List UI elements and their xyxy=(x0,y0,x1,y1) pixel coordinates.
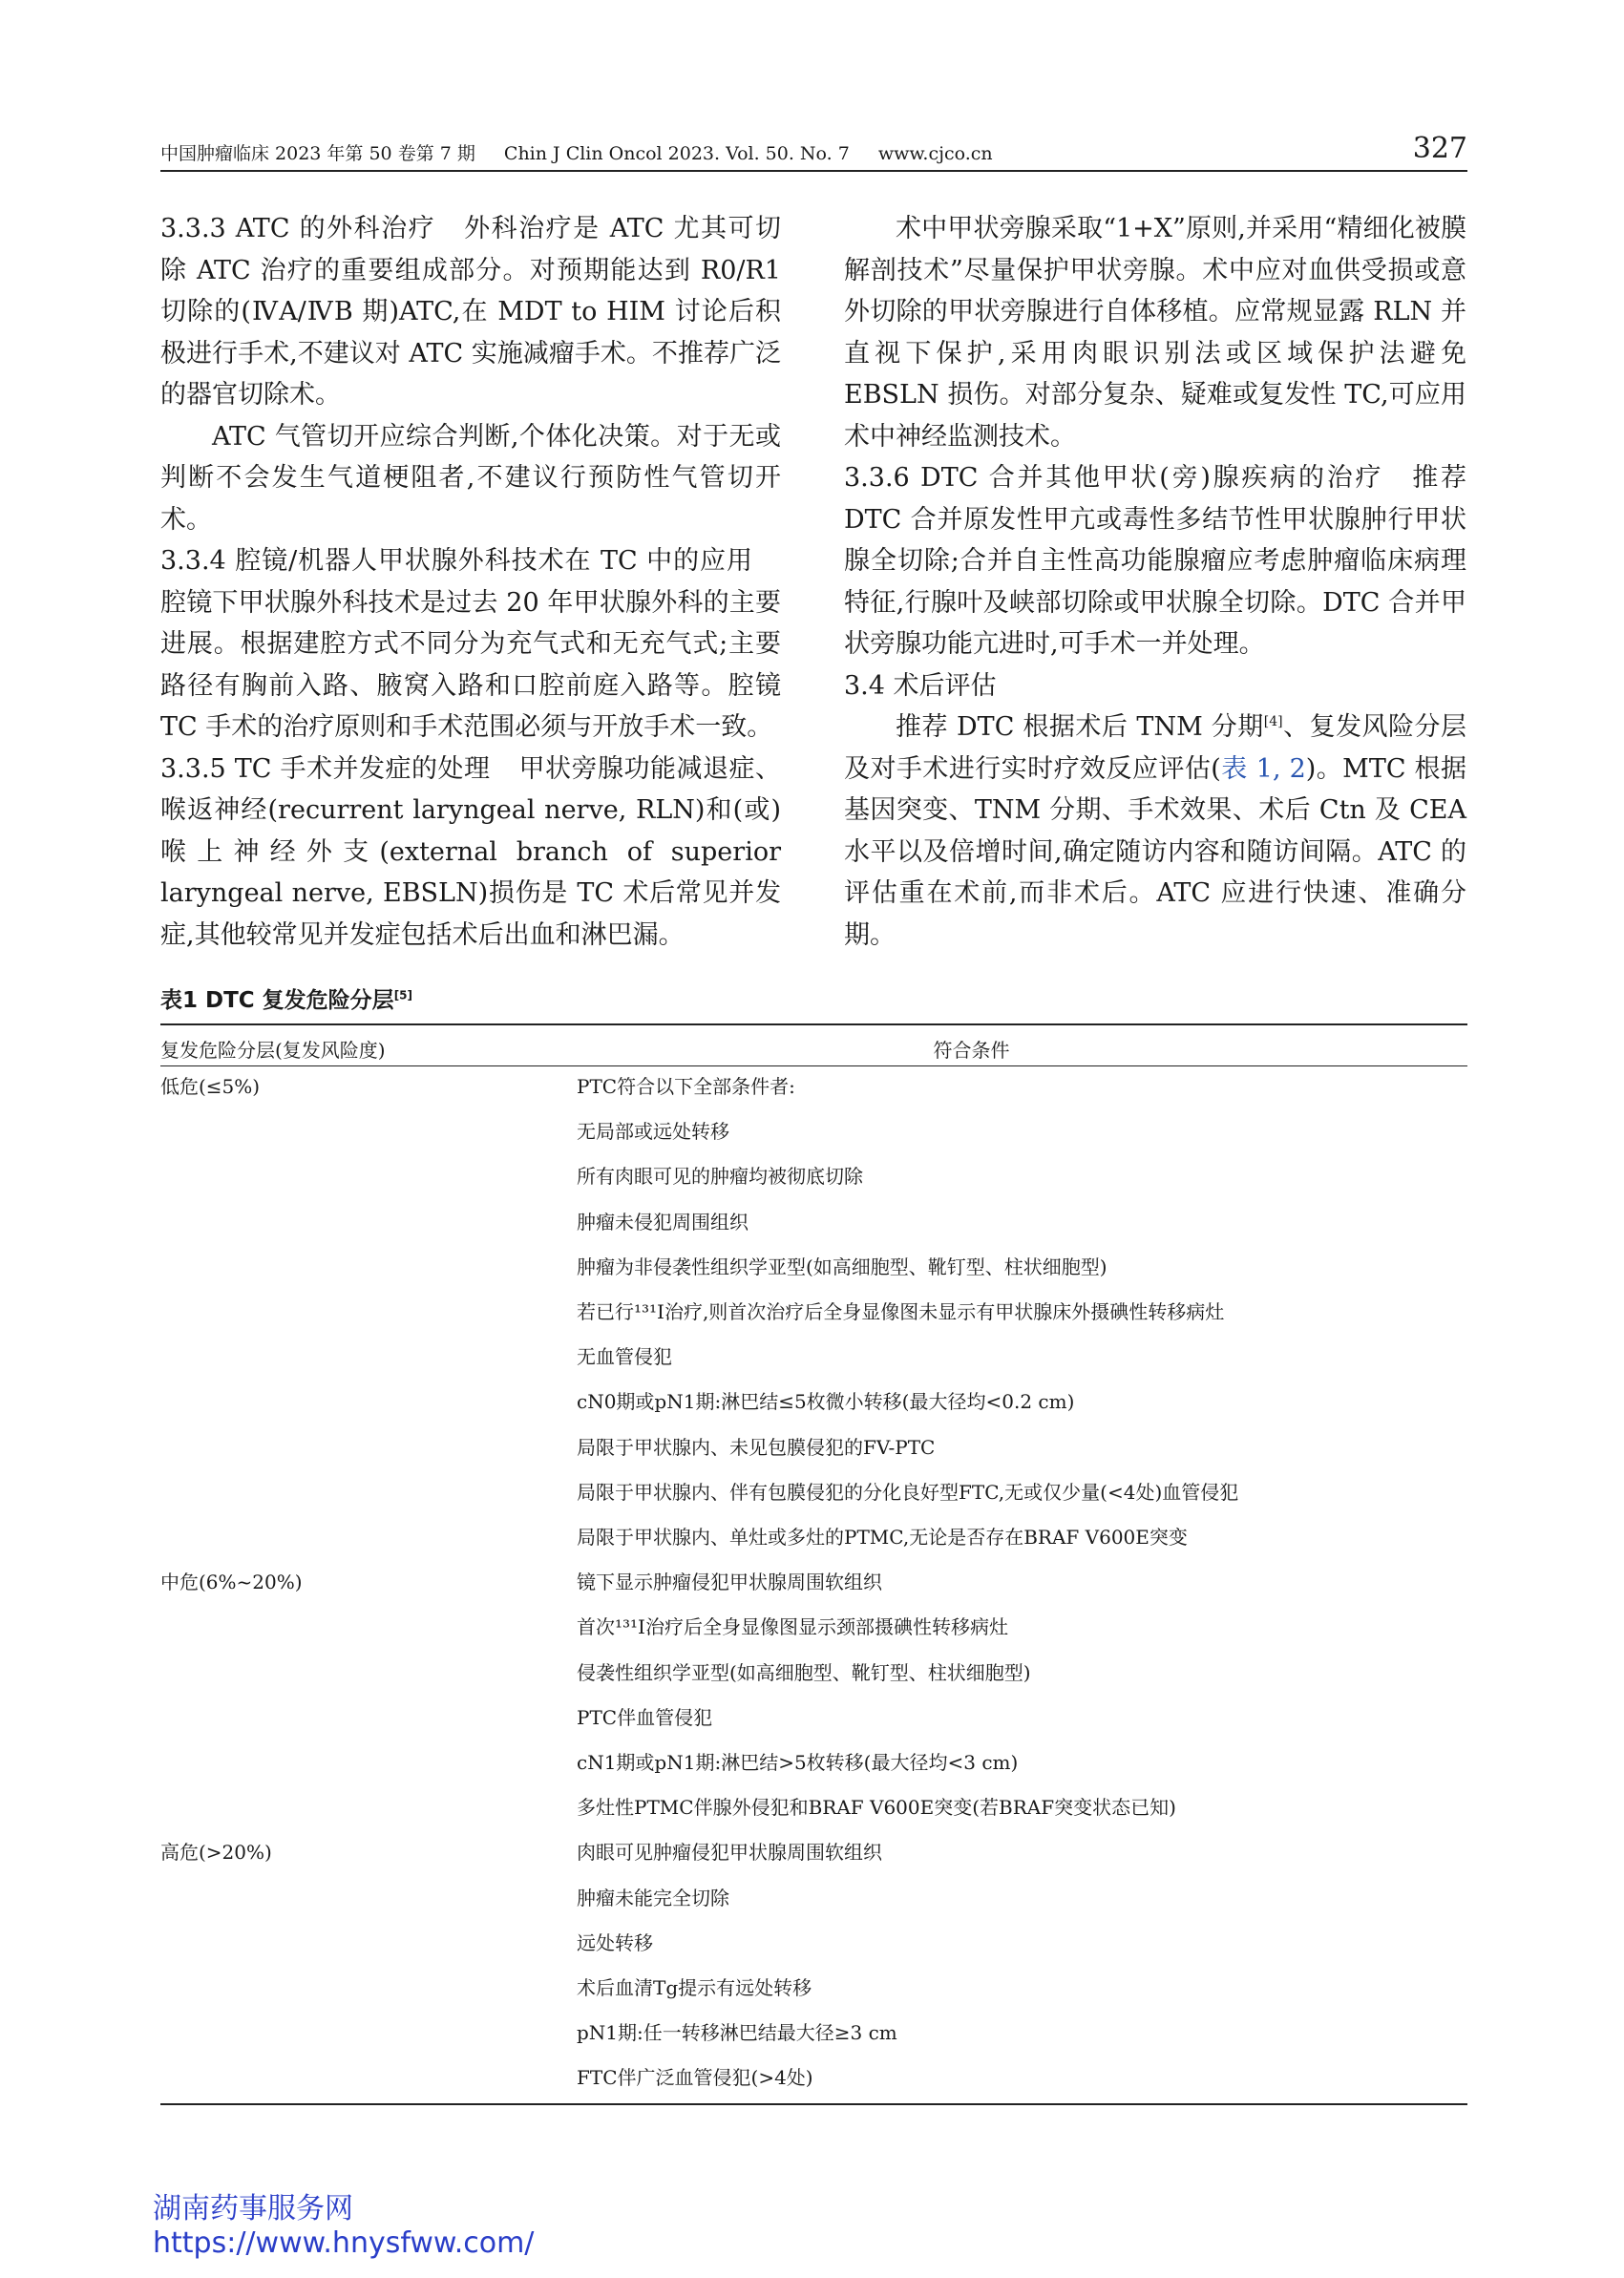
paragraph-3-3-3 xyxy=(160,208,781,416)
journal-title-en: Chin J Clin Oncol 2023. Vol. 50. No. 7 xyxy=(503,143,850,164)
table-caption: 表1 DTC 复发危险分层[5] xyxy=(160,988,413,1013)
paragraph-body: 腔镜下甲状腺外科技术是过去 20 年甲状腺外科的主要进展。根据建腔方式不同分为充气式和无充气式;主要路径有胸前入路、腋窝入路和口腔前庭入路等。腔镜 TC 手术的治疗原则和手术范围必须与开放手术一致。 xyxy=(160,587,781,742)
criteria-cell: 局限于甲状腺内、未见包膜侵犯的FV-PTC xyxy=(577,1435,936,1459)
section-heading: 3.3.6 DTC 合并其他甲状(旁)腺疾病的治疗 xyxy=(844,463,1384,493)
section-heading: 3.3.3 ATC 的外科治疗 xyxy=(160,214,436,243)
criteria-cell: pN1期:任一转移淋巴结最大径≥3 cm xyxy=(577,2021,897,2045)
citation[interactable]: [5] xyxy=(393,988,413,1002)
criteria-cell: 所有肉眼可见的肿瘤均被彻底切除 xyxy=(577,1165,863,1189)
journal-info xyxy=(160,139,1016,165)
journal-title-cn: 中国肿瘤临床 2023 年第 50 卷第 7 期 xyxy=(160,143,475,164)
risk-level-cell: 低危(≤5%) xyxy=(160,1075,261,1098)
right-column xyxy=(844,208,1466,956)
risk-stratification-table xyxy=(160,1023,1467,2105)
criteria-cell: 侵袭性组织学亚型(如高细胞型、靴钉型、柱状细胞型) xyxy=(577,1660,1031,1684)
criteria-cell: PTC符合以下全部条件者: xyxy=(577,1075,795,1098)
criteria-cell: 肿瘤未能完全切除 xyxy=(577,1886,729,1909)
paragraph-parathyroid: 术中甲状旁腺采取“1+X”原则,并采用“精细化被膜解剖技术”尽量保护甲状旁腺。术中应对血供受损或意外切除的甲状旁腺进行自体移植。应常规显露 RLN 并直视下保护,采用肉眼识别法或区域保护法避免 EBSLN 损伤。对部分复杂、疑难或复发性 TC,可应用术中神经监测技术。 xyxy=(844,214,1466,452)
paragraph-tracheotomy: ATC 气管切开应综合判断,个体化决策。对于无或判断不会发生气道梗阻者,不建议行预防性气管切开术。 xyxy=(160,421,781,535)
site-url[interactable]: https://www.hnysfww.com/ xyxy=(153,2226,535,2260)
left-column xyxy=(160,208,781,956)
page-number: 327 xyxy=(1412,132,1467,165)
table-header-risk: 复发危险分层(复发风险度) xyxy=(160,1039,386,1062)
paragraph-body: 甲状旁腺功能减退症、喉返神经(recurrent laryngeal nerve, RLN)和(或)喉上神经外支(external branch of superior laryngeal nerve, EBSLN)损伤是 TC 术后常见并发症,其他较常见并发症包括术后出血和淋巴漏。 xyxy=(160,753,781,950)
running-header xyxy=(160,132,1467,172)
citation[interactable]: [4] xyxy=(1263,714,1283,729)
criteria-cell: 肿瘤未侵犯周围组织 xyxy=(577,1210,749,1234)
site-watermark xyxy=(153,2192,534,2261)
section-heading-3-4: 3.4 术后评估 xyxy=(844,670,997,701)
criteria-cell: 多灶性PTMC伴腺外侵犯和BRAF V600E突变(若BRAF突变状态已知) xyxy=(577,1796,1176,1820)
paragraph-3-3-4 xyxy=(160,540,781,749)
paragraph-3-3-6 xyxy=(844,457,1466,665)
criteria-cell: 无局部或远处转移 xyxy=(577,1120,729,1144)
paragraph-postop-eval: 推荐 DTC 根据术后 TNM 分期[4]、复发风险分层及对手术进行实时疗效反应评估(表 1, 2)。MTC 根据基因突变、TNM 分期、手术效果、术后 Ctn 及 CEA 水平以及倍增时间,确定随访内容和随访间隔。ATC 的评估重在术前,而非术后。ATC 应进行快速、准确分期。 xyxy=(844,712,1466,950)
table-header-criteria: 符合条件 xyxy=(933,1039,1010,1062)
table-header-row xyxy=(160,1025,1467,1066)
criteria-cell: cN0期或pN1期:淋巴结≤5枚微小转移(最大径均<0.2 cm) xyxy=(577,1390,1075,1414)
criteria-cell: 镜下显示肿瘤侵犯甲状腺周围软组织 xyxy=(577,1571,882,1594)
criteria-cell: 若已行¹³¹I治疗,则首次治疗后全身显像图未显示有甲状腺床外摄碘性转移病灶 xyxy=(577,1300,1225,1323)
criteria-cell: 局限于甲状腺内、单灶或多灶的PTMC,无论是否存在BRAF V600E突变 xyxy=(577,1526,1188,1549)
criteria-cell: 局限于甲状腺内、伴有包膜侵犯的分化良好型FTC,无或仅少量(<4处)血管侵犯 xyxy=(577,1480,1239,1504)
risk-level-cell: 中危(6%~20%) xyxy=(160,1571,303,1594)
risk-level-cell: 高危(>20%) xyxy=(160,1841,272,1865)
section-heading: 3.3.5 TC 手术并发症的处理 xyxy=(160,753,491,784)
journal-website: www.cjco.cn xyxy=(877,143,993,164)
criteria-cell: 远处转移 xyxy=(577,1930,653,1954)
paragraph-3-3-5 xyxy=(160,749,781,957)
criteria-cell: 肿瘤为非侵袭性组织学亚型(如高细胞型、靴钉型、柱状细胞型) xyxy=(577,1255,1107,1278)
table-reference-link[interactable]: 表 1, 2 xyxy=(1220,753,1306,784)
criteria-cell: 无血管侵犯 xyxy=(577,1345,672,1369)
criteria-cell: cN1期或pN1期:淋巴结>5枚转移(最大径均<3 cm) xyxy=(577,1751,1019,1774)
section-heading: 3.3.4 腔镜/机器人甲状腺外科技术在 TC 中的应用 xyxy=(160,546,752,576)
paragraph-body: 外科治疗是 ATC 尤其可切除 ATC 治疗的重要组成部分。对预期能达到 R0/R1 切除的(ⅣA/ⅣB 期)ATC,在 MDT to HIM 讨论后积极进行手术,不建议对 ATC 实施减瘤手术。不推荐广泛的器官切除术。 xyxy=(160,214,781,410)
criteria-cell: 肉眼可见肿瘤侵犯甲状腺周围软组织 xyxy=(577,1841,882,1865)
criteria-cell: 术后血清Tg提示有远处转移 xyxy=(577,1976,812,1999)
criteria-cell: PTC伴血管侵犯 xyxy=(577,1705,713,1729)
paragraph-body: 推荐 DTC 合并原发性甲亢或毒性多结节性甲状腺肿行甲状腺全切除;合并自主性高功能腺瘤应考虑肿瘤临床病理特征,行腺叶及峡部切除或甲状腺全切除。DTC 合并甲状旁腺功能亢进时,可手术一并处理。 xyxy=(844,463,1466,659)
site-name: 湖南药事服务网 xyxy=(153,2192,353,2225)
criteria-cell: FTC伴广泛血管侵犯(>4处) xyxy=(577,2066,813,2090)
criteria-cell: 首次¹³¹I治疗后全身显像图显示颈部摄碘性转移病灶 xyxy=(577,1615,1008,1639)
